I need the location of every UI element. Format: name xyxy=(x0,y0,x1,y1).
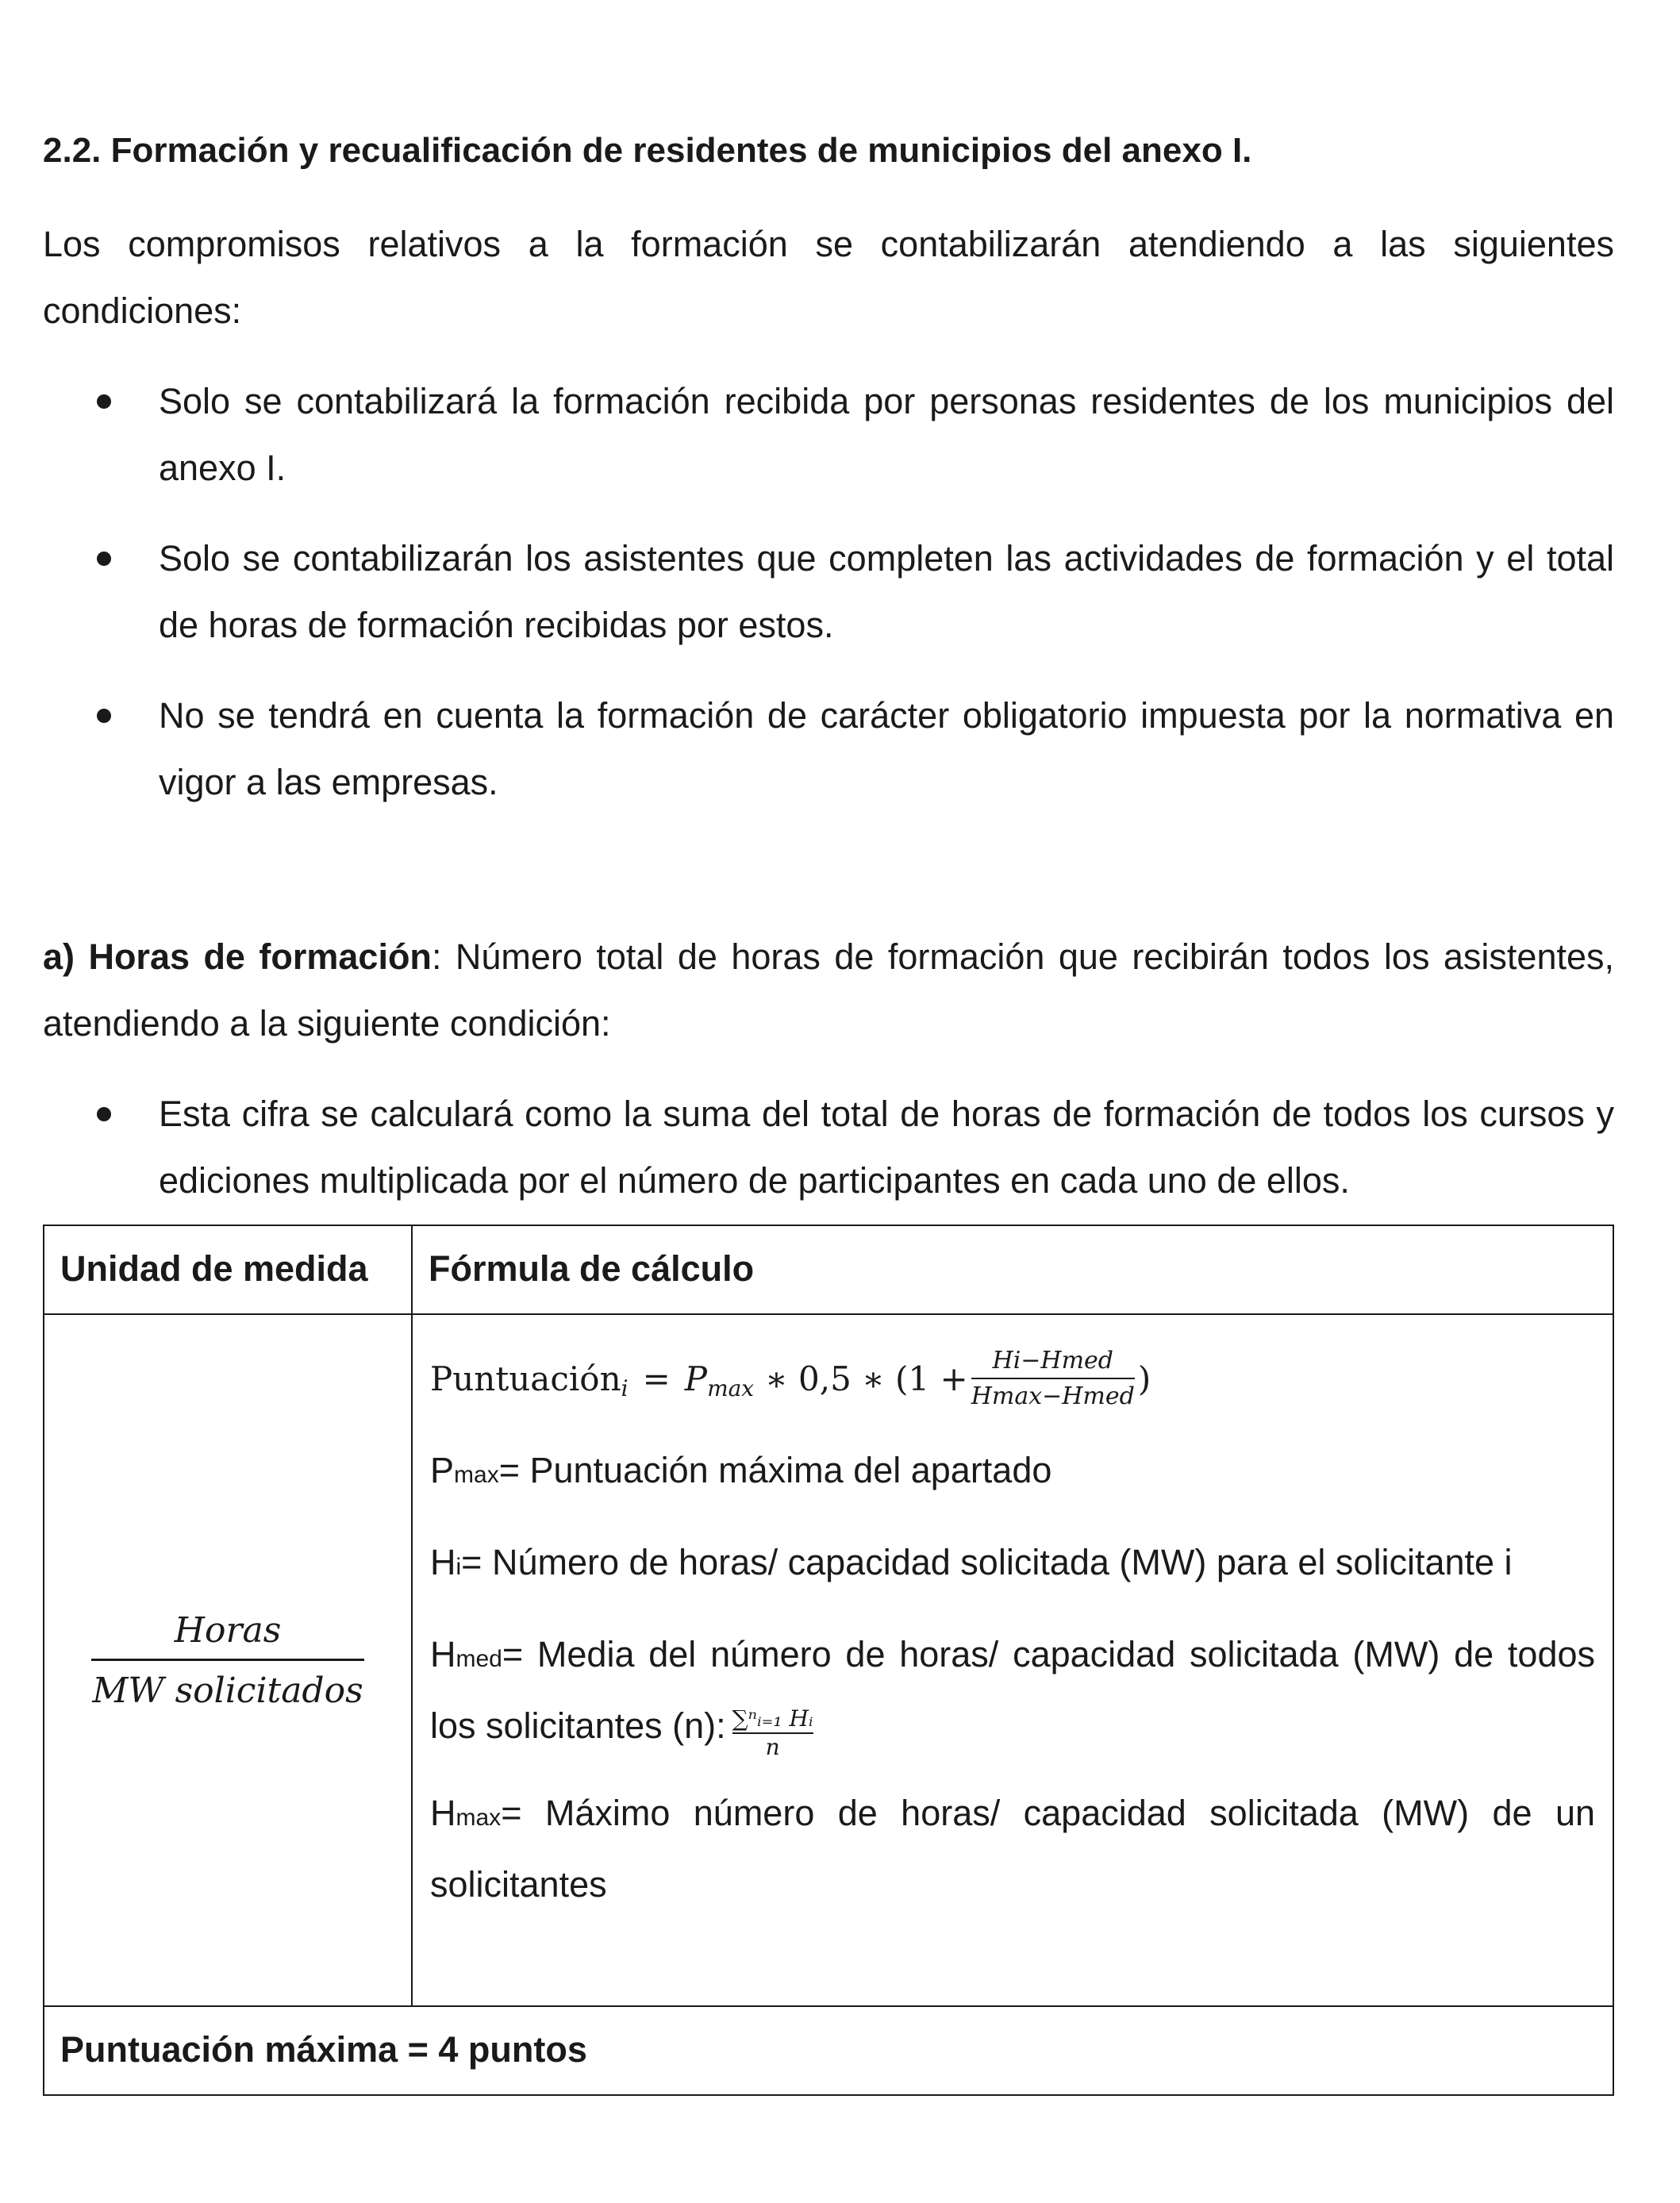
definition-hmed: Hmed= Media del número de horas/ capacidad solicitada (MW) de todos los solicitantes (n): $\frac{\text{∑ⁿᵢ₌₁ Hᵢ}}{n}$ xyxy=(430,1634,1595,1761)
table-footer-row xyxy=(44,2006,1613,2095)
criterion-paragraph xyxy=(43,924,1614,1057)
unit-cell xyxy=(44,1314,412,2006)
intro-paragraph: Los compromisos relativos a la formación se contabilizarán atendiendo a las siguientes condiciones: xyxy=(43,224,1614,331)
list-item: Esta cifra se calculará como la suma del total de horas de formación de todos los cursos y ediciones multiplicada por el número de participantes en cada uno de ellos. xyxy=(0,1081,1614,1214)
list-item: No se tendrá en cuenta la formación de carácter obligatorio impuesta por la normativa en vigor a las empresas. xyxy=(0,682,1614,816)
section-heading: 2.2. Formación y recualificación de residentes de municipios del anexo I. xyxy=(43,131,1252,170)
list-item: Solo se contabilizará la formación recibida por personas residentes de los municipios del anexo I. xyxy=(0,368,1614,502)
calculation-table xyxy=(43,1225,1614,2096)
header-formula: Fórmula de cálculo xyxy=(412,1225,1613,1314)
unit-denominator: MW solicitados xyxy=(92,1670,363,1711)
formula-fraction: Hi−Hmed Hmax−Hmed xyxy=(971,1347,1135,1410)
bullet-icon xyxy=(97,552,111,566)
criterion-conditions xyxy=(0,1081,1680,1238)
list-item: Solo se contabilizarán los asistentes que completen las actividades de formación y el total de horas de formación recibidas por estos. xyxy=(0,525,1614,659)
unit-fraction xyxy=(44,1610,411,1711)
unit-numerator: Horas xyxy=(174,1609,282,1651)
bullet-icon xyxy=(97,709,111,723)
table-row xyxy=(44,1314,1613,2006)
table-header-row xyxy=(44,1225,1613,1314)
definition-pmax: Pmax= Puntuación máxima del apartado xyxy=(430,1450,1052,1490)
criterion-description: : Número total de horas de formación que recibirán todos los asistentes, atendiendo a la siguiente condición: xyxy=(43,936,1614,1044)
criterion-label: a) Horas de formación xyxy=(43,936,432,977)
definition-hmax: Hmax= Máximo número de horas/ capacidad solicitada (MW) de un solicitantes xyxy=(430,1793,1595,1905)
mean-fraction: $\frac{\text{∑ⁿᵢ₌₁ Hᵢ}}{n}$ xyxy=(732,1705,813,1761)
header-unit: Unidad de medida xyxy=(44,1225,412,1314)
definition-hi: Hi= Número de horas/ capacidad solicitada (MW) para el solicitante i xyxy=(430,1542,1513,1582)
bullet-icon xyxy=(97,1107,111,1121)
conditions-list xyxy=(0,368,1680,840)
formula-cell xyxy=(412,1314,1613,2006)
max-score: Puntuación máxima = 4 puntos xyxy=(44,2006,1613,2095)
score-formula: Puntuación i = P max ∗ 0,5 ∗ (1 + Hi−Hmed Hmax−Hmed ) xyxy=(430,1347,1151,1410)
bullet-icon xyxy=(97,394,111,409)
